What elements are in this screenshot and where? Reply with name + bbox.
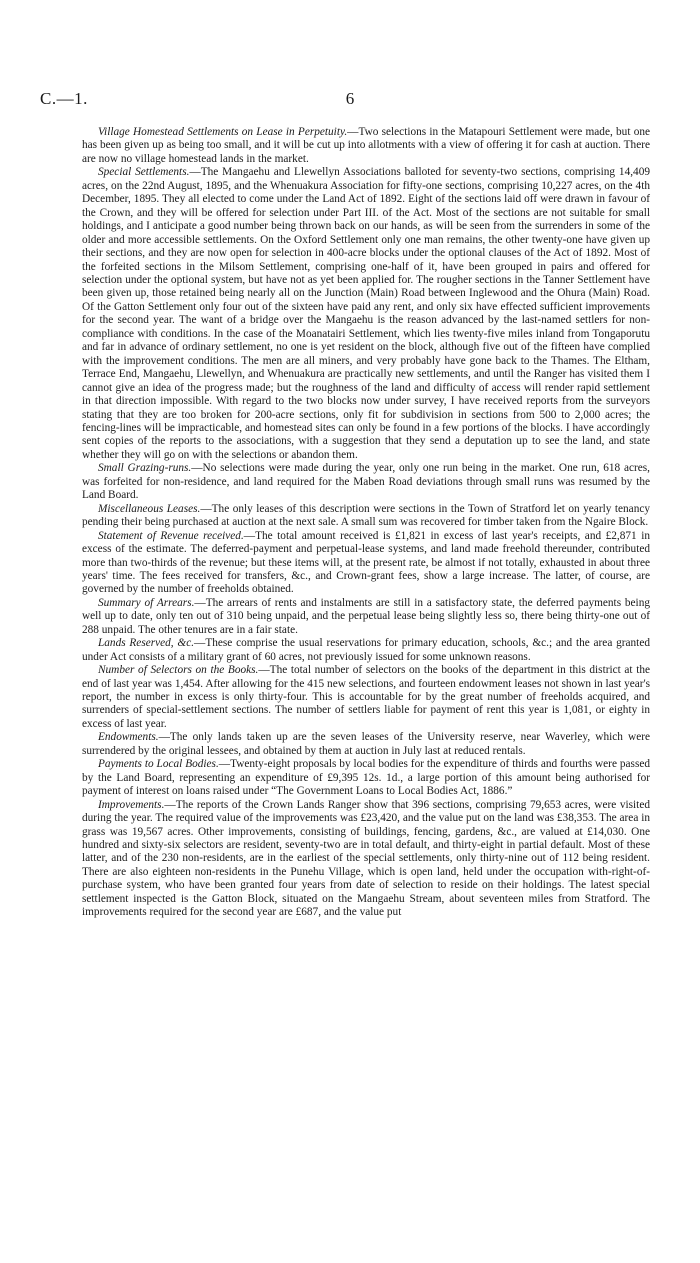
paragraph-special-settlements <box>82 166 650 462</box>
paragraph-text: —The Mangaehu and Llewellyn Associations balloted for seventy-two sections, comprising 14,409 acres, on the 22nd August, 1895, and the Whenuakura Association for fifty-one sections, comprising 10,227 acres, on the 4th December, 1895. They all elected to come under the Land Act of 1892. Eight of the sections laid off were drawn in favour of the Crown, and they will be offered for selection under Part III. of the Act. Most of the sections are not suitable for small holdings, and I anticipate a good number being thrown back on our hands, as will be seen from the surrenders in some of the older and more accessible settlements. On the Oxford Settlement only one man remains, the other twenty-one have given up their sections, and they are now open for selection in 400-acre blocks under the optional clauses of the Act of 1892. Most of the forfeited sections in the Milsom Settlement, comprising one-half of it, have been grouped in pairs and offered for selection under the optional system, but have not as yet been applied for. The rougher sections in the Tanner Settlement have been given up, those retained being nearly all on the Junction (Main) Road between Inglewood and the Ohura (Main) Road. Of the Gatton Settlement only four out of the sixteen have paid any rent, and only six have effected sufficient improvements for the second year. The want of a bridge over the Mangaehu is the reason advanced by the last-named settlers for non-compliance with conditions. In the case of the Moanatairi Settlement, which lies twenty-five miles inland from Tongaporutu and far in advance of ordinary settlement, no one is yet resident on the block, although five out of the fifteen have complied with the improvement conditions. The men are all miners, and very probably have gone back to the Thames. The Eltham, Terrace End, Mangaehu, Llewellyn, and Whenuakura are practically new settlements, and until the Ranger has visited them I cannot give an idea of the progress made; but the roughness of the land and difficulty of access will render rapid settlement in that direction impossible. With regard to the two blocks now under survey, I have received reports from the surveyors stating that they are too broken for 200-acre sections, only fit for subdivision in sections from 500 to 2,000 acres; the fencing-lines will be impracticable, and homestead sites can only be found in a few portions of the blocks. I have accordingly sent copies of the reports to the associations, with a suggestion that they send a deputation up to see the land, and state whether they will go on with the selections or abandon them. <box>82 166 650 461</box>
paragraph-text: —The reports of the Crown Lands Ranger show that 396 sections, comprising 79,653 acres, were visited during the year. The required value of the improvements was £23,420, and the value put on the land was £38,353. The area in grass was 19,567 acres. Other improvements, consisting of buildings, fencing, gardens, &c., are valued at £14,030. One hundred and sixty-six selectors are resident, seventy-two are in total default, and thirty-eight in partial default. Most of these latter, and of the 230 non-residents, are in the earliest of the special settlements, only thirty-nine out of 112 being resident. There are also eighteen non-residents in the Punehu Village, which is open land, held under the occupation with-right-of-purchase system, who have been granted four years from date of selection to reside on their holdings. The latest special settlement inspected is the Gatton Block, situated on the Mangaehu Stream, about seventeen miles from Stratford. The improvements required for the second year are £687, and the value put <box>82 798 650 919</box>
paragraph-text: —The total amount received is £1,821 in excess of last year's receipts, and £2,871 in excess of the estimate. The deferred-payment and perpetual-lease systems, and land made freehold thereunder, contributed more than two-thirds of the revenue; but these items will, at the present rate, be almost if not totally, exhausted in about three years' time. The fees received for transfers, &c., and Crown-grant fees, show a large increase. The latter, of course, are governed by the number of freeholds obtained. <box>82 529 650 596</box>
paragraph-heading: Special Settlements. <box>98 166 190 179</box>
report-body <box>82 126 650 920</box>
paragraph-heading: Statement of Revenue received. <box>98 529 244 542</box>
paragraph-summary-of-arrears <box>82 597 650 637</box>
paragraph-text: —Two selections in the Matapouri Settlement were made, but one has been given up as being too small, and it will be cut up into allotments with a view of offering it for cash at auction. There are now no village homestead lands in the market. <box>82 126 650 165</box>
paragraph-text: —The arrears of rents and instalments are still in a satisfactory state, the deferred payments being well up to date, only ten out of 310 being unpaid, and the perpetual lease being slightly less so, there being thirty-one out of 288 unpaid. The other tenures are in a fair state. <box>82 596 650 636</box>
paragraph-payments-to-local-bodies <box>82 758 650 798</box>
paragraph-heading: Endowments. <box>98 731 159 744</box>
paragraph-endowments <box>82 731 650 758</box>
paragraph-heading: Number of Selectors on the Books. <box>98 664 259 677</box>
paragraph-heading: Small Grazing-runs. <box>98 462 192 475</box>
paragraph-revenue-received <box>82 530 650 597</box>
paragraph-number-of-selectors <box>82 664 650 731</box>
paragraph-text: —These comprise the usual reservations for primary education, schools, &c.; and the area granted under Act consists of a military grant of 60 acres, not previously issued for some unknown reasons. <box>82 637 650 663</box>
paragraph-text: —The only lands taken up are the seven leases of the University reserve, near Waverley, which were surrendered by the original lessees, and obtained by them at auction in July last at reduced rentals. <box>82 731 650 757</box>
paragraph-text: —No selections were made during the year, only one run being in the market. One run, 618 acres, was forfeited for non-residence, and land required for the Maben Road deviations through small runs was resumed by the Land Board. <box>82 462 650 502</box>
paragraph-heading: Lands Reserved, &c. <box>98 637 195 650</box>
page-number: 6 <box>345 89 355 108</box>
paragraph-small-grazing-runs <box>82 462 650 502</box>
paragraph-heading: Payments to Local Bodies. <box>98 758 219 771</box>
paragraph-village-homestead <box>82 126 650 166</box>
page-header <box>40 89 660 111</box>
paragraph-text: —Twenty-eight proposals by local bodies for the expenditure of thirds and fourths were passed by the Land Board, representing an expenditure of £9,395 12s. 1d., a large portion of this amount being authorised for payment of interest on loans raised under “The Government Loans to Local Bodies Act, 1886.” <box>82 758 650 798</box>
paragraph-heading: Improvements. <box>98 798 165 811</box>
paragraph-heading: Miscellaneous Leases. <box>98 502 201 515</box>
paragraph-improvements <box>82 799 650 920</box>
paragraph-text: —The only leases of this description were sections in the Town of Stratford let on yearly tenancy pending their being purchased at auction at the next sale. A small sum was recovered for timber taken from the Ngaire Block. <box>82 502 651 529</box>
paragraph-heading: Summary of Arrears. <box>98 596 195 609</box>
paragraph-miscellaneous-leases <box>82 503 650 530</box>
paragraph-lands-reserved <box>82 637 650 664</box>
document-reference: C.—1. <box>40 89 88 108</box>
paragraph-text: —The total number of selectors on the books of the department in this district at the end of last year was 1,454. After allowing for the 415 new selections, and fourteen endowment leases not shown in last year's report, the number in excess is only thirty-four. This is accountable for by the great number of freeholds acquired, and surrenders of special-settlement sections. The number of settlers liable for payment of rent this year is 1,081, or eighty in excess of last year. <box>82 664 651 730</box>
paragraph-heading: Village Homestead Settlements on Lease in Perpetuity. <box>98 126 348 138</box>
